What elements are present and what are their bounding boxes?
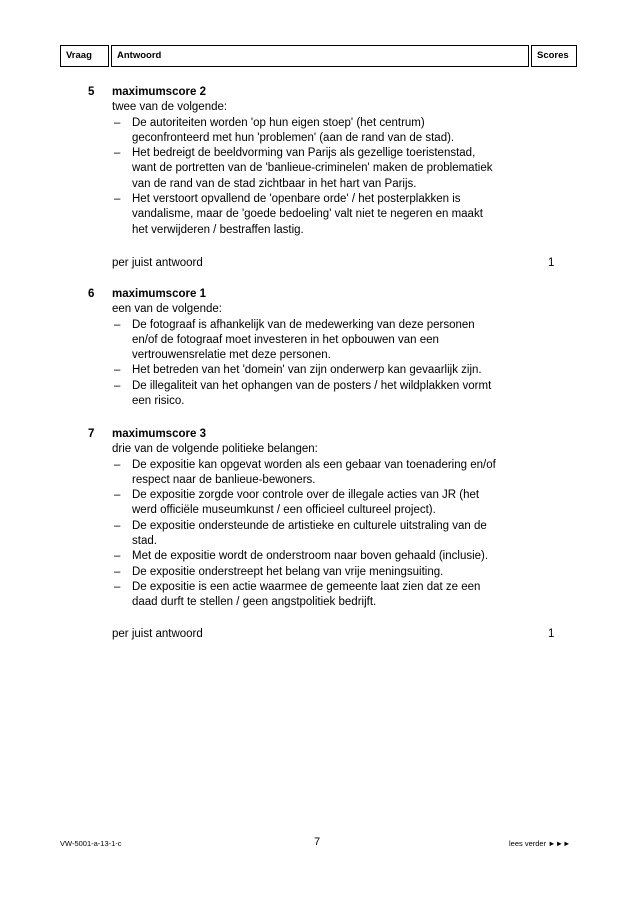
list-item: – De expositie onderstreept het belang van vrije meningsuiting. — [114, 565, 444, 578]
answer-list — [112, 116, 552, 238]
question-number: 6 — [88, 288, 95, 300]
answer-list — [112, 318, 552, 410]
list-item: – Het betreden van het 'domein' van zijn onderwerp kan gevaarlijk zijn. — [114, 364, 482, 377]
list-item: – De autoriteiten worden 'op hun eigen stoep' (het centrum) geconfronteerd met hun 'problemen' (aan de rand van de stad). — [114, 116, 455, 144]
question-intro: een van de volgende: — [112, 303, 222, 316]
question-title: maximumscore 2 — [112, 86, 206, 98]
list-item: – De expositie is een actie waarmee de gemeente laat zien dat ze een daad durft te stellen / geen angstpolitiek bedrijft. — [114, 580, 481, 609]
footer-page-number: 7 — [314, 836, 321, 848]
question-title: maximumscore 3 — [112, 428, 206, 440]
list-item: – De expositie ondersteunde de artistieke en culturele uitstraling van de stad. — [114, 519, 487, 548]
footer-continue: lees verder ►►► — [509, 839, 571, 848]
list-item: – Het verstoort opvallend de 'openbare orde' / het posterplakken is vandalisme, maar de 'goede bedoeling' valt niet te negeren en maakt het verwijderen / bestraffen lastig. — [114, 193, 483, 236]
question-title: maximumscore 1 — [112, 288, 206, 300]
question-number: 7 — [88, 428, 95, 440]
list-item: – De illegaliteit van het ophangen van de posters / het wildplakken vormt een risico. — [114, 379, 492, 408]
list-item: – Het bedreigt de beeldvorming van Parijs als gezellige toeristenstad, want de portretten van de 'banlieue-criminelen' maken de problematiek van de rand van de stad zichtbaar in het hart van Parijs. — [114, 147, 493, 190]
question-intro: drie van de volgende politieke belangen: — [112, 443, 318, 456]
score-value: 1 — [548, 257, 555, 269]
header-vraag: Vraag — [60, 45, 109, 67]
per-correct-answer: per juist antwoord — [112, 628, 203, 640]
header-antwoord: Antwoord — [111, 45, 529, 67]
score-value: 1 — [548, 628, 555, 640]
question-number: 5 — [88, 86, 95, 98]
answer-list — [112, 458, 552, 611]
list-item: – De expositie kan opgevat worden als een gebaar van toenadering en/of respect naar de banlieue-bewoners. — [114, 458, 496, 486]
list-item: – De fotograaf is afhankelijk van de medewerking van deze personen en/of de fotograaf moet investeren in het opbouwen van een vertrouwensrelatie met deze personen. — [114, 318, 475, 362]
list-item: – De expositie zorgde voor controle over de illegale acties van JR (het werd officiële museumkunst / een officieel cultureel project). — [114, 489, 480, 517]
footer-exam-code: VW-5001-a-13-1-c — [60, 839, 122, 848]
per-correct-answer: per juist antwoord — [112, 257, 203, 269]
header-scores: Scores — [531, 45, 577, 67]
list-item: – Met de expositie wordt de onderstroom naar boven gehaald (inclusie). — [114, 550, 489, 563]
question-intro: twee van de volgende: — [112, 101, 228, 114]
